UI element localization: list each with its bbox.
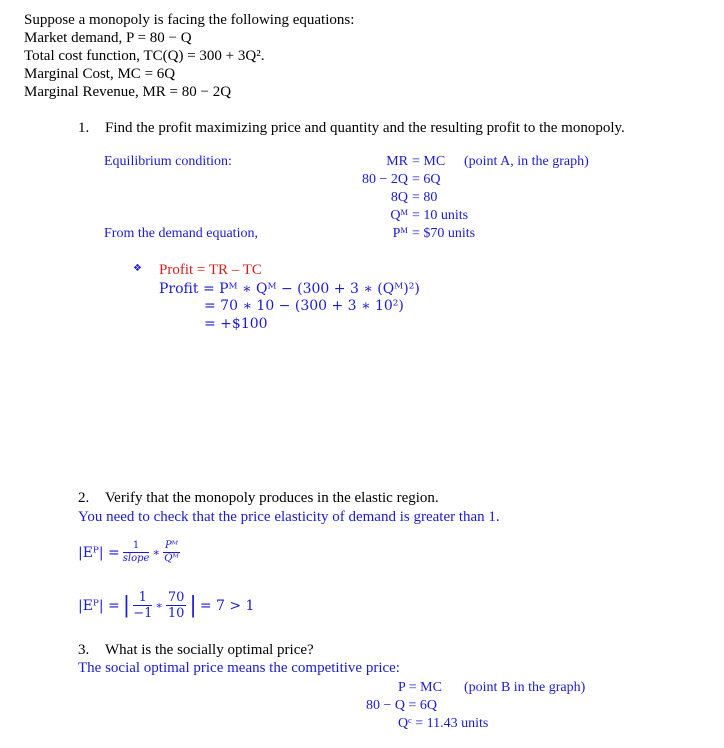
demand-label: From the demand equation, [104,226,258,241]
eq5-lhs: Pᴹ [392,226,408,241]
q2-number: 2. [78,490,90,506]
q3-instruction: The social optimal price means the competitive price: [78,660,400,676]
fraction-price-over-quantity [163,540,180,565]
times-sign: ∗ [152,546,160,559]
calc-frac1-numerator: 1 [133,590,152,606]
eq3-rhs: = 80 [412,190,438,205]
frac1-numerator: 1 [123,540,150,553]
fraction-one-over-slope [123,540,150,565]
frac1-denominator: slope [122,553,150,564]
elasticity-formula [78,540,180,565]
calc-fraction-2 [166,590,187,621]
q3-eq3: Qᶜ = 11.43 units [398,716,489,731]
eq4-lhs: Qᴹ [390,208,408,223]
calc-frac2-denominator: 10 [167,606,185,621]
profit-line-2: = 70 ∗ 10 − (300 + 3 ∗ 10²) [204,298,404,314]
eq1-lhs: MR [386,154,408,169]
q3-number: 3. [78,642,90,658]
elasticity-calculation [78,590,254,621]
eq5-rhs: = $70 units [412,226,476,241]
eq2-lhs: 80 − 2Q [361,172,408,187]
intro-line-4: Marginal Cost, MC = 6Q [24,66,176,82]
diamond-bullet-icon: ❖ [133,263,142,274]
q1-text: Find the profit maximizing price and quantity and the resulting profit to the monopoly. [105,120,625,136]
calc-fraction-1 [133,590,152,621]
eq1-rhs: = MC [412,154,446,169]
eq4-rhs: = 10 units [412,208,469,223]
abs-bar-right: | [189,592,197,618]
intro-line-1: Suppose a monopoly is facing the following equations: [24,12,355,28]
intro-line-3: Total cost function, TC(Q) = 300 + 3Q². [24,48,265,64]
formula-lhs: |Eᴾ| = [78,544,120,561]
eq3-lhs: 8Q [390,190,408,205]
calc-frac1-denominator: −1 [133,606,153,621]
q1-number: 1. [78,120,90,136]
q2-text: Verify that the monopoly produces in the elastic region. [105,490,439,506]
q2-instruction: You need to check that the price elasticity of demand is greater than 1. [78,509,500,525]
profit-definition: Profit = TR – TC [159,262,262,278]
profit-line-3: = +$100 [204,316,268,332]
calc-frac2-numerator: 70 [167,590,185,605]
q3-eq1-note: (point B in the graph) [464,680,586,695]
eq2-rhs: = 6Q [412,172,441,187]
q3-eq2: 80 − Q = 6Q [366,698,438,713]
profit-line-1: Profit = Pᴹ ∗ Qᴹ − (300 + 3 ∗ (Qᴹ)²) [159,281,420,297]
abs-bar-left: | [122,592,131,618]
q3-text: What is the socially optimal price? [105,642,314,658]
intro-line-5: Marginal Revenue, MR = 80 − 2Q [24,84,232,100]
calc-lhs: |Eᴾ| = [78,597,120,614]
intro-line-2: Market demand, P = 80 − Q [24,30,192,46]
equilibrium-label: Equilibrium condition: [104,154,232,169]
frac2-denominator: Qᴹ [164,553,179,564]
calc-result: = 7 > 1 [199,597,255,614]
calc-times-sign: ∗ [155,599,163,612]
eq1-note: (point A, in the graph) [464,154,589,169]
q3-eq1: P = MC [398,680,442,695]
frac2-numerator: Pᴹ [164,540,179,551]
